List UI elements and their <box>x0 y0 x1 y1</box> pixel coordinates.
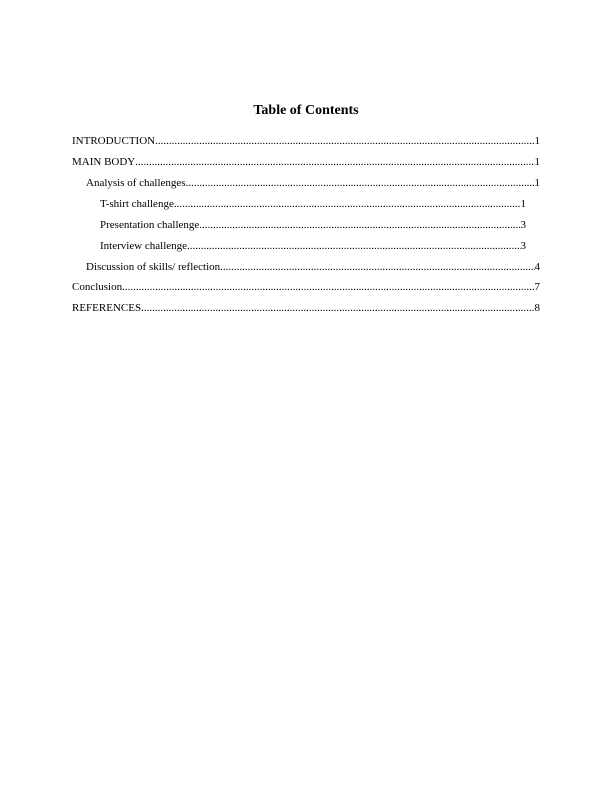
toc-entry-page: 7 <box>534 281 540 293</box>
toc-leader-dots <box>187 240 520 253</box>
toc-leader-dots <box>122 281 534 294</box>
toc-entry-label: Conclusion <box>72 281 123 293</box>
toc-entry-label: T-shirt challenge <box>100 198 174 210</box>
toc-leader-dots <box>135 156 534 169</box>
toc-entry-analysis-of-challenges[interactable] <box>86 177 540 190</box>
toc-entry-interview-challenge[interactable] <box>100 240 526 253</box>
toc-entry-presentation-challenge[interactable] <box>100 219 526 232</box>
toc-entry-references[interactable] <box>72 302 540 315</box>
toc-entry-page: 1 <box>520 198 526 210</box>
toc-entry-label: Discussion of skills/ reflection <box>86 261 221 273</box>
toc-leader-dots <box>220 261 534 274</box>
toc-entry-introduction[interactable] <box>72 135 540 148</box>
toc-entry-page: 3 <box>520 240 526 252</box>
toc-entry-label: Presentation challenge <box>100 219 200 231</box>
toc-entry-main-body[interactable] <box>72 156 540 169</box>
toc-entry-discussion-of-skills[interactable] <box>86 261 540 274</box>
toc-entry-label: INTRODUCTION <box>72 135 156 147</box>
toc-entry-label: Analysis of challenges <box>86 177 186 189</box>
toc-entry-page: 1 <box>534 135 540 147</box>
toc-entry-page: 4 <box>534 261 540 273</box>
toc-entry-page: 1 <box>534 156 540 168</box>
toc-entry-page: 8 <box>534 302 540 314</box>
toc-entry-conclusion[interactable] <box>72 281 540 294</box>
toc-entry-page: 3 <box>520 219 526 231</box>
toc-leader-dots <box>174 198 521 211</box>
toc-leader-dots <box>199 219 520 232</box>
toc-entry-label: REFERENCES <box>72 302 142 314</box>
toc-leader-dots <box>141 302 534 315</box>
toc-entry-label: MAIN BODY <box>72 156 136 168</box>
toc-title: Table of Contents <box>253 103 359 118</box>
toc-leader-dots <box>155 135 534 148</box>
toc-entry-page: 1 <box>534 177 540 189</box>
toc-entry-tshirt-challenge[interactable] <box>100 198 526 211</box>
toc-entry-label: Interview challenge <box>100 240 188 252</box>
toc-leader-dots <box>186 177 535 190</box>
